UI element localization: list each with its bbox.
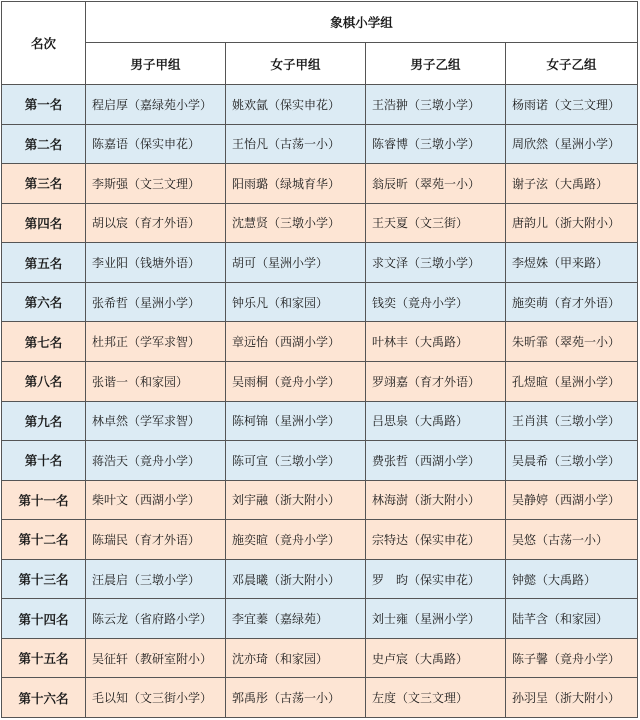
result-cell: 叶林丰（大禹路）	[366, 322, 506, 362]
table-row	[2, 678, 638, 718]
result-cell: 钱奕（竟舟小学）	[366, 282, 506, 322]
result-cell: 杨雨诺（文三文理）	[506, 85, 638, 125]
rank-label: 第十二名	[2, 520, 86, 560]
rank-label: 第九名	[2, 401, 86, 441]
result-cell: 吕思泉（大禹路）	[366, 401, 506, 441]
result-cell: 张谐一（和家园）	[86, 361, 226, 401]
table-row	[2, 480, 638, 520]
result-cell: 沈慧贤（三墩小学）	[226, 203, 366, 243]
table-row	[2, 164, 638, 204]
result-cell: 姚欢氤（保实申花）	[226, 85, 366, 125]
table-row	[2, 243, 638, 283]
result-cell: 程启厚（嘉绿苑小学）	[86, 85, 226, 125]
rank-label: 第五名	[2, 243, 86, 283]
result-cell: 施奕萌（育才外语）	[506, 282, 638, 322]
result-cell: 孙羽呈（浙大附小）	[506, 678, 638, 718]
result-cell: 陈子馨（竟舟小学）	[506, 638, 638, 678]
result-cell: 林海澍（浙大附小）	[366, 480, 506, 520]
table-row	[2, 559, 638, 599]
rank-label: 第三名	[2, 164, 86, 204]
result-cell: 陈嘉语（保实申花）	[86, 124, 226, 164]
rank-label: 第十五名	[2, 638, 86, 678]
result-cell: 胡可（星洲小学）	[226, 243, 366, 283]
column-header-girls-a: 女子甲组	[226, 43, 366, 85]
table-row	[2, 441, 638, 481]
rank-label: 第十一名	[2, 480, 86, 520]
results-table	[1, 1, 638, 718]
result-cell: 罗 昀（保实申花）	[366, 559, 506, 599]
result-cell: 张希哲（星洲小学）	[86, 282, 226, 322]
rank-label: 第十六名	[2, 678, 86, 718]
rank-label: 第四名	[2, 203, 86, 243]
table-row	[2, 203, 638, 243]
result-cell: 陈瑞民（育才外语）	[86, 520, 226, 560]
rank-label: 第六名	[2, 282, 86, 322]
rank-label: 第七名	[2, 322, 86, 362]
result-cell: 谢子泫（大禹路）	[506, 164, 638, 204]
result-cell: 罗翊嘉（育才外语）	[366, 361, 506, 401]
result-cell: 唐韵儿（浙大附小）	[506, 203, 638, 243]
table-row	[2, 124, 638, 164]
table-row	[2, 401, 638, 441]
result-cell: 王浩翀（三墩小学）	[366, 85, 506, 125]
column-header-girls-b: 女子乙组	[506, 43, 638, 85]
result-cell: 吴晨希（三墩小学）	[506, 441, 638, 481]
result-cell: 费张哲（西湖小学）	[366, 441, 506, 481]
result-cell: 施奕暄（竟舟小学）	[226, 520, 366, 560]
group-header: 象棋小学组	[86, 2, 638, 43]
result-cell: 朱昕霏（翠苑一小）	[506, 322, 638, 362]
result-cell: 周欣然（星洲小学）	[506, 124, 638, 164]
result-cell: 郭禹彤（古荡一小）	[226, 678, 366, 718]
result-cell: 王肖淇（三墩小学）	[506, 401, 638, 441]
result-cell: 吴悠（古荡一小）	[506, 520, 638, 560]
table-row	[2, 599, 638, 639]
result-cell: 胡以宸（育才外语）	[86, 203, 226, 243]
table-row	[2, 85, 638, 125]
column-header-boys-b: 男子乙组	[366, 43, 506, 85]
result-cell: 吴雨桐（竟舟小学）	[226, 361, 366, 401]
result-cell: 林卓然（学军求智）	[86, 401, 226, 441]
rank-label: 第一名	[2, 85, 86, 125]
rank-label: 第八名	[2, 361, 86, 401]
result-cell: 陈可宣（三墩小学）	[226, 441, 366, 481]
result-cell: 毛以知（文三街小学）	[86, 678, 226, 718]
result-cell: 陆芊含（和家园）	[506, 599, 638, 639]
table-row	[2, 520, 638, 560]
result-cell: 王怡凡（古荡一小）	[226, 124, 366, 164]
result-cell: 陈睿博（三墩小学）	[366, 124, 506, 164]
result-cell: 刘宇融（浙大附小）	[226, 480, 366, 520]
result-cell: 章远怡（西湖小学）	[226, 322, 366, 362]
result-cell: 宗特达（保实申花）	[366, 520, 506, 560]
rank-label: 第十名	[2, 441, 86, 481]
result-cell: 沈亦琦（和家园）	[226, 638, 366, 678]
rank-label: 第十三名	[2, 559, 86, 599]
result-cell: 左度（文三文理）	[366, 678, 506, 718]
table-row	[2, 361, 638, 401]
result-cell: 史卢宸（大禹路）	[366, 638, 506, 678]
result-cell: 刘士雍（星洲小学）	[366, 599, 506, 639]
result-cell: 王天夏（文三街）	[366, 203, 506, 243]
result-cell: 柴叶文（西湖小学）	[86, 480, 226, 520]
result-cell: 求文泽（三墩小学）	[366, 243, 506, 283]
rank-label: 第二名	[2, 124, 86, 164]
rank-label: 第十四名	[2, 599, 86, 639]
result-cell: 李宜蓁（嘉绿苑）	[226, 599, 366, 639]
result-cell: 阳雨璐（绿城育华）	[226, 164, 366, 204]
table-row	[2, 282, 638, 322]
result-cell: 陈柯锦（星洲小学）	[226, 401, 366, 441]
result-cell: 孔煜暄（星洲小学）	[506, 361, 638, 401]
result-cell: 邓晨曦（浙大附小）	[226, 559, 366, 599]
column-header-boys-a: 男子甲组	[86, 43, 226, 85]
result-cell: 汪晨启（三墩小学）	[86, 559, 226, 599]
rank-header: 名次	[2, 2, 86, 85]
result-cell: 吴静婷（西湖小学）	[506, 480, 638, 520]
result-cell: 吴征轩（教研室附小）	[86, 638, 226, 678]
result-cell: 翁辰昕（翠苑一小）	[366, 164, 506, 204]
result-cell: 钟懿（大禹路）	[506, 559, 638, 599]
result-cell: 李斯强（文三文理）	[86, 164, 226, 204]
result-cell: 李煜姝（甲来路）	[506, 243, 638, 283]
result-cell: 李业阳（钱塘外语）	[86, 243, 226, 283]
results-body	[2, 85, 638, 718]
result-cell: 钟乐凡（和家园）	[226, 282, 366, 322]
result-cell: 杜邦正（学军求智）	[86, 322, 226, 362]
result-cell: 陈云龙（省府路小学）	[86, 599, 226, 639]
table-row	[2, 322, 638, 362]
table-row	[2, 638, 638, 678]
result-cell: 蒋浩天（竟舟小学）	[86, 441, 226, 481]
